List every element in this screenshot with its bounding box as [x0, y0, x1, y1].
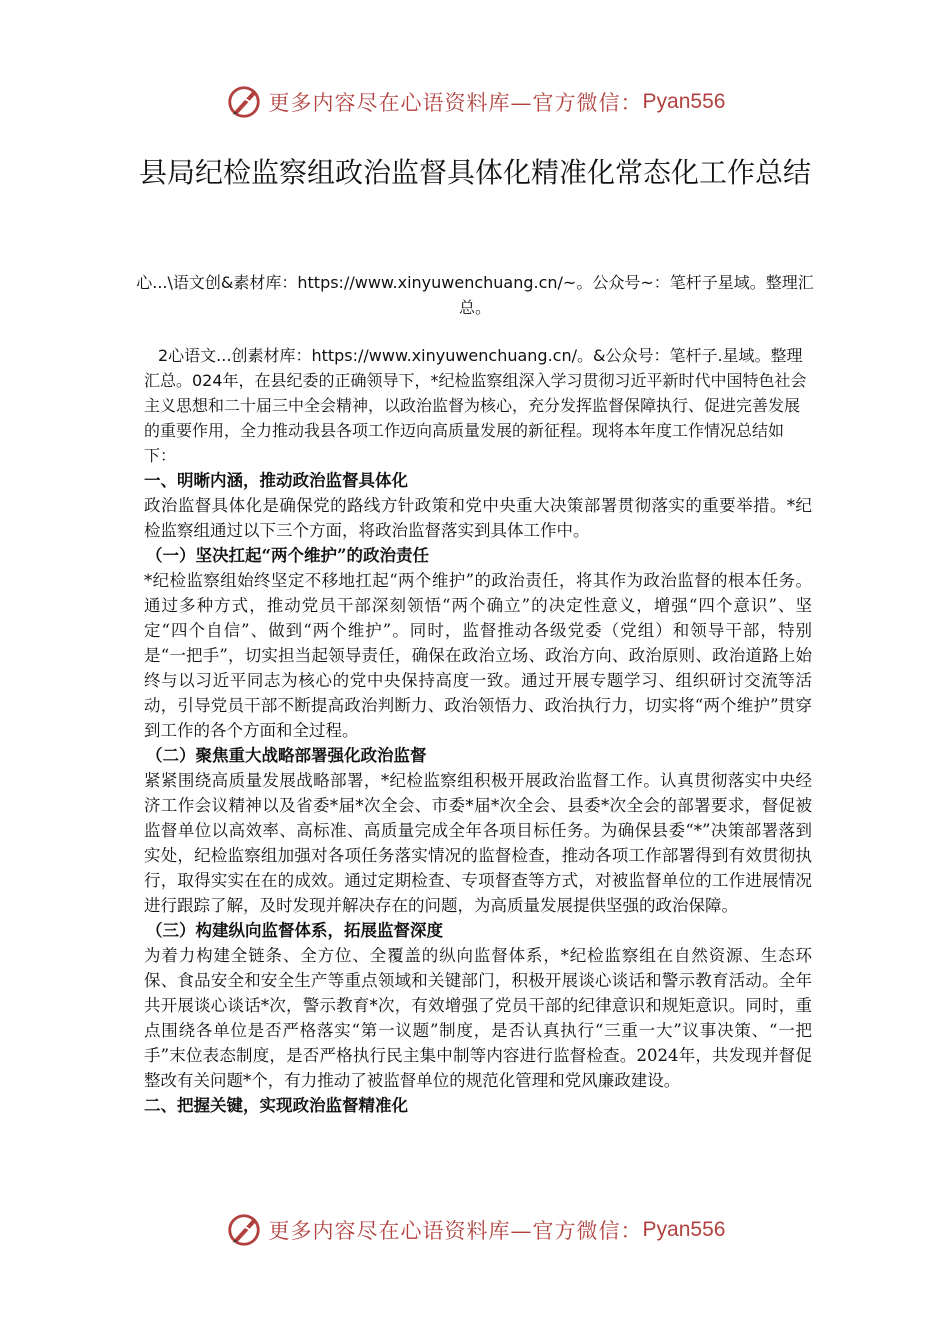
source-note: 心...\语文创&素材库：https://www.xinyuwenchuang.cn/~。公众号~：笔杆子星域。整理汇总。: [136, 273, 814, 317]
pen-brush-logo-icon: [225, 1211, 263, 1249]
pen-brush-logo-icon: [225, 83, 263, 121]
footer-watermark-banner: [0, 1210, 950, 1250]
banner-wechat-handle: Pyan556: [642, 1218, 726, 1241]
banner-text: 更多内容尽在心语资料库—官方微信：: [268, 1219, 643, 1243]
subsection-paragraph-1: *纪检监察组始终坚定不移地扛起“两个维护”的政治责任，将其作为政治监督的根本任务。通过多种方式，推动党员干部深刻领悟“两个确立”的决定性意义，增强“四个意识”、坚定“四个自信”、做到“两个维护”。同时，监督推动各级党委（党组）和领导干部，特别是“一把手”，切实担当起领导责任，确保在政治立场、政治方向、政治原则、政治道路上始终与以习近平同志为核心的党中央保持高度一致。通过开展专题学习、组织研讨交流等活动，引导党员干部不断提高政治判断力、政治领悟力、政治执行力，切实将“两个维护”贯穿到工作的各个方面和全过程。: [144, 571, 812, 740]
section-paragraph-1: 政治监督具体化是确保党的路线方针政策和党中央重大决策部署贯彻落实的重要举措。*纪检监察组通过以下三个方面，将政治监督落实到具体工作中。: [144, 496, 812, 540]
section-heading-1: 一、明晰内涵，推动政治监督具体化: [144, 471, 408, 490]
banner-text: 更多内容尽在心语资料库—官方微信：: [268, 91, 643, 115]
subsection-paragraph-3: 为着力构建全链条、全方位、全覆盖的纵向监督体系，*纪检监察组在自然资源、生态环保、食品安全和安全生产等重点领域和关键部门，积极开展谈心谈话和警示教育活动。全年共开展谈心谈话*次，警示教育*次，有效增强了党员干部的纪律意识和规矩意识。同时，重点围绕各单位是否严格落实“第一议题”制度，是否认真执行“三重一大”议事决策、“一把手”末位表态制度，是否严格执行民主集中制等内容进行监督检查。2024年，共发现并督促整改有关问题*个，有力推动了被监督单位的规范化管理和党风廉政建设。: [144, 946, 812, 1090]
intro-paragraph: 2心语文...创素材库：https://www.xinyuwenchuang.cn/。&公众号：笔杆子.星域。整理汇总。024年，在县纪委的正确领导下，*纪检监察组深入学习贯彻习近平新时代中国特色社会主义思想和二十届三中全会精神，以政治监督为核心，充分发挥监督保障执行、促进完善发展的重要作用，全力推动我县各项工作迈向高质量发展的新征程。现将本年度工作情况总结如下：: [144, 346, 807, 465]
document-body: [144, 343, 812, 1118]
subsection-heading-3: （三）构建纵向监督体系，拓展监督深度: [146, 921, 443, 940]
subsection-paragraph-2: 紧紧围绕高质量发展战略部署，*纪检监察组积极开展政治监督工作。认真贯彻落实中央经济工作会议精神以及省委*届*次全会、市委*届*次全会、县委*次全会的部署要求，督促被监督单位以高效率、高标准、高质量完成全年各项目标任务。为确保县委“*”决策部署落到实处，纪检监察组加强对各项任务落实情况的监督检查，推动各项工作部署得到有效贯彻执行，取得实实在在的成效。通过定期检查、专项督查等方式，对被监督单位的工作进展情况进行跟踪了解，及时发现并解决存在的问题，为高质量发展提供坚强的政治保障。: [144, 771, 812, 915]
section-heading-2: 二、把握关键，实现政治监督精准化: [144, 1096, 408, 1115]
subsection-heading-2: （二）聚焦重大战略部署强化政治监督: [146, 746, 427, 765]
document-title: 县局纪检监察组政治监督具体化精准化常态化工作总结: [138, 156, 811, 189]
subsection-heading-1: （一）坚决扛起“两个维护”的政治责任: [146, 546, 429, 565]
header-watermark-banner: [0, 82, 950, 122]
banner-wechat-handle: Pyan556: [642, 90, 726, 113]
